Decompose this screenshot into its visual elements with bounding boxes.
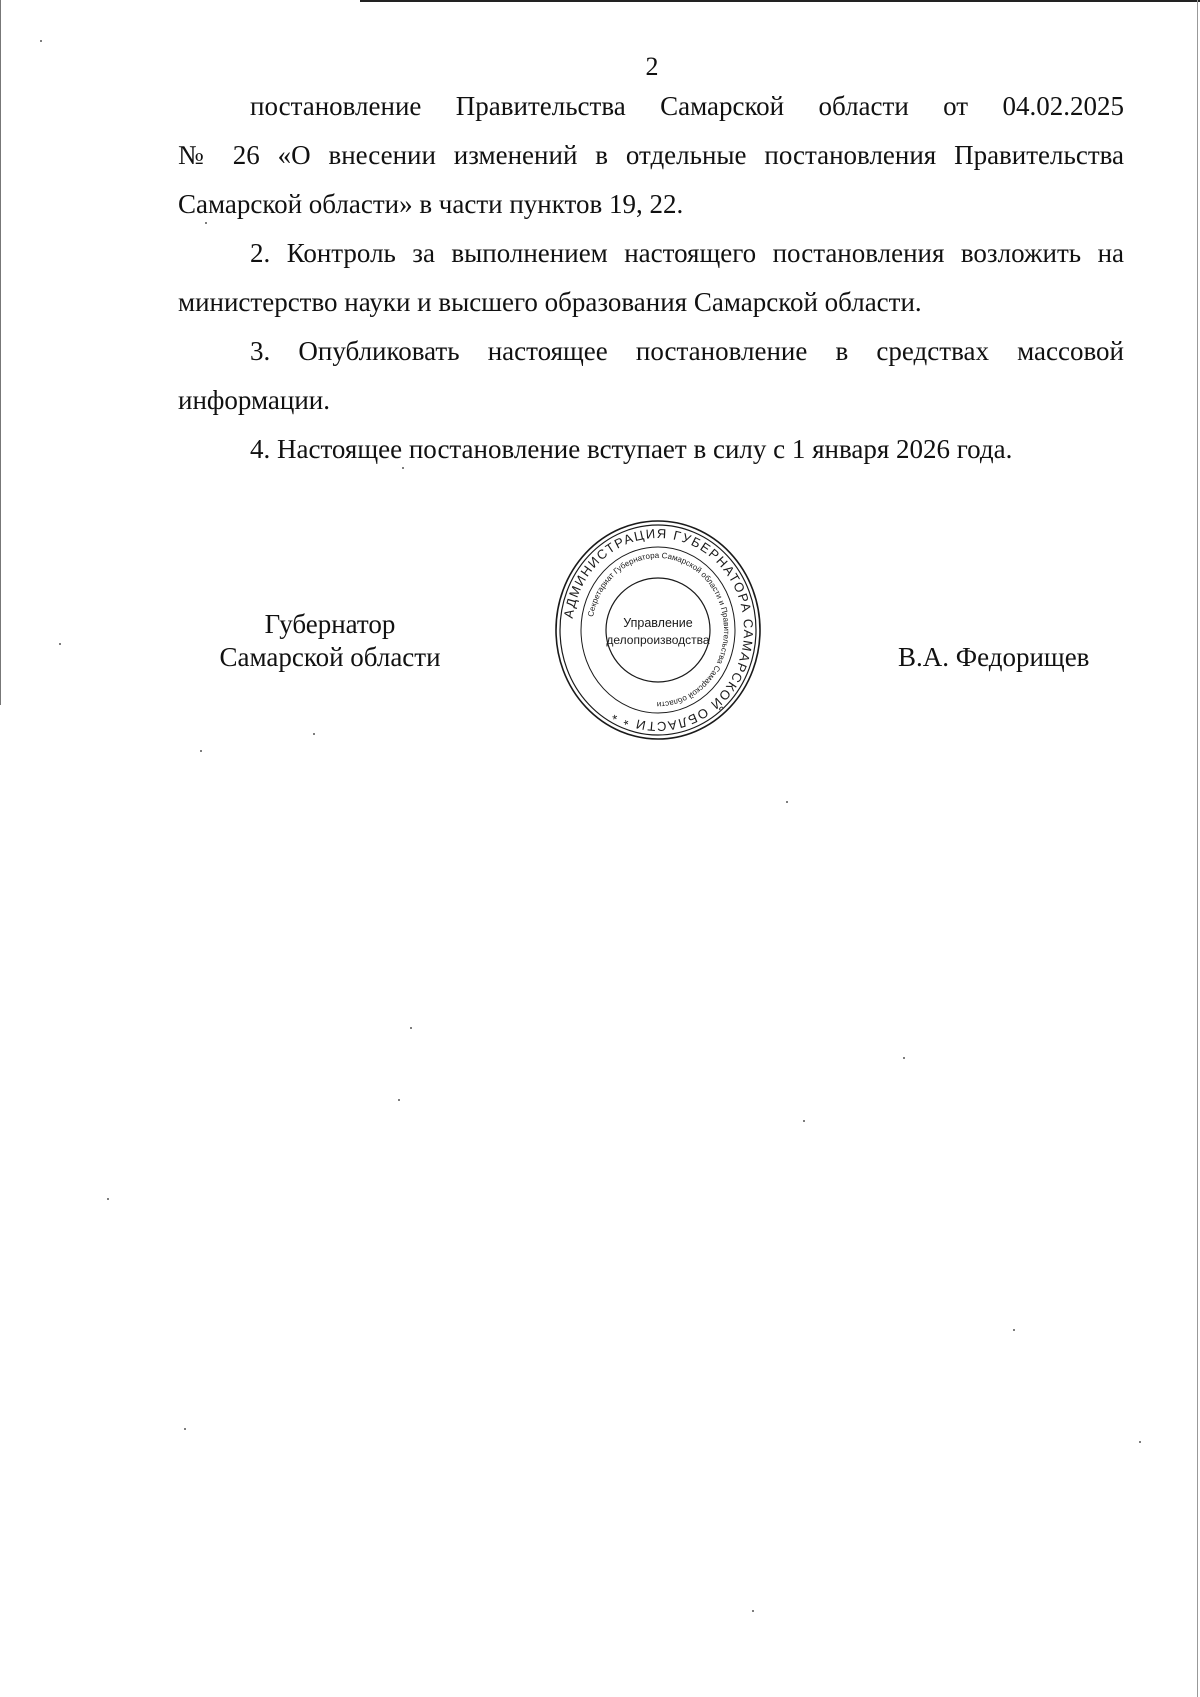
scan-edge-right (1197, 0, 1198, 1697)
scan-speck (1013, 1329, 1015, 1331)
paragraph-line: информации. (178, 385, 330, 415)
document-body (178, 82, 1124, 474)
paragraph-1-continuation (178, 82, 1124, 229)
scan-speck (313, 733, 315, 735)
scan-edge-left (0, 0, 1, 705)
scan-speck (107, 1198, 109, 1200)
stamp-center-line: делопроизводства (606, 633, 710, 647)
paragraph-4 (178, 425, 1124, 474)
scan-speck (1139, 1441, 1141, 1443)
scan-speck (410, 1027, 412, 1029)
stamp-outer-text: АДМИНИСТРАЦИЯ ГУБЕРНАТОРА САМАРСКОЙ ОБЛАСТИ * * (560, 525, 757, 735)
scan-edge-top (360, 0, 1200, 2)
scan-speck (903, 1057, 905, 1059)
paragraph-line: постановление Правительства Самарской области от 04.02.2025 (250, 91, 1124, 121)
paragraph-line: министерство науки и высшего образования Самарской области. (178, 287, 922, 317)
scan-speck (398, 1099, 400, 1101)
stamp-center-line: Управление (623, 616, 693, 630)
official-stamp (553, 517, 763, 743)
stamp-inner-text: Секретариат Губернатора Самарской области и Правительства Самарской области (586, 550, 732, 710)
scan-speck (40, 40, 42, 42)
paragraph-3 (178, 327, 1124, 425)
paragraph-line: 3. Опубликовать настоящее постановление в средствах массовой (250, 336, 1124, 366)
scan-speck (205, 222, 207, 224)
paragraph-line: 2. Контроль за выполнением настоящего постановления возложить на (250, 238, 1124, 268)
scan-speck (200, 750, 202, 752)
paragraph-line: № 26 «О внесении изменений в отдельные постановления Правительства (178, 140, 1124, 170)
paragraph-line: 4. Настоящее постановление вступает в силу с 1 января 2026 года. (250, 434, 1013, 464)
scan-speck (402, 467, 404, 469)
page-number: 2 (645, 52, 659, 81)
paragraph-line: Самарской области» в части пунктов 19, 22. (178, 189, 684, 219)
scan-speck (786, 801, 788, 803)
signer-title-line: Губернатор (264, 609, 396, 639)
signer-name: В.А. Федорищев (898, 642, 1090, 672)
signer-title (200, 608, 460, 674)
scan-speck (59, 643, 61, 645)
scan-speck (803, 1120, 805, 1122)
signer-title-line: Самарской области (219, 642, 441, 672)
scan-speck (184, 1428, 186, 1430)
paragraph-2 (178, 229, 1124, 327)
scan-speck (752, 1610, 754, 1612)
